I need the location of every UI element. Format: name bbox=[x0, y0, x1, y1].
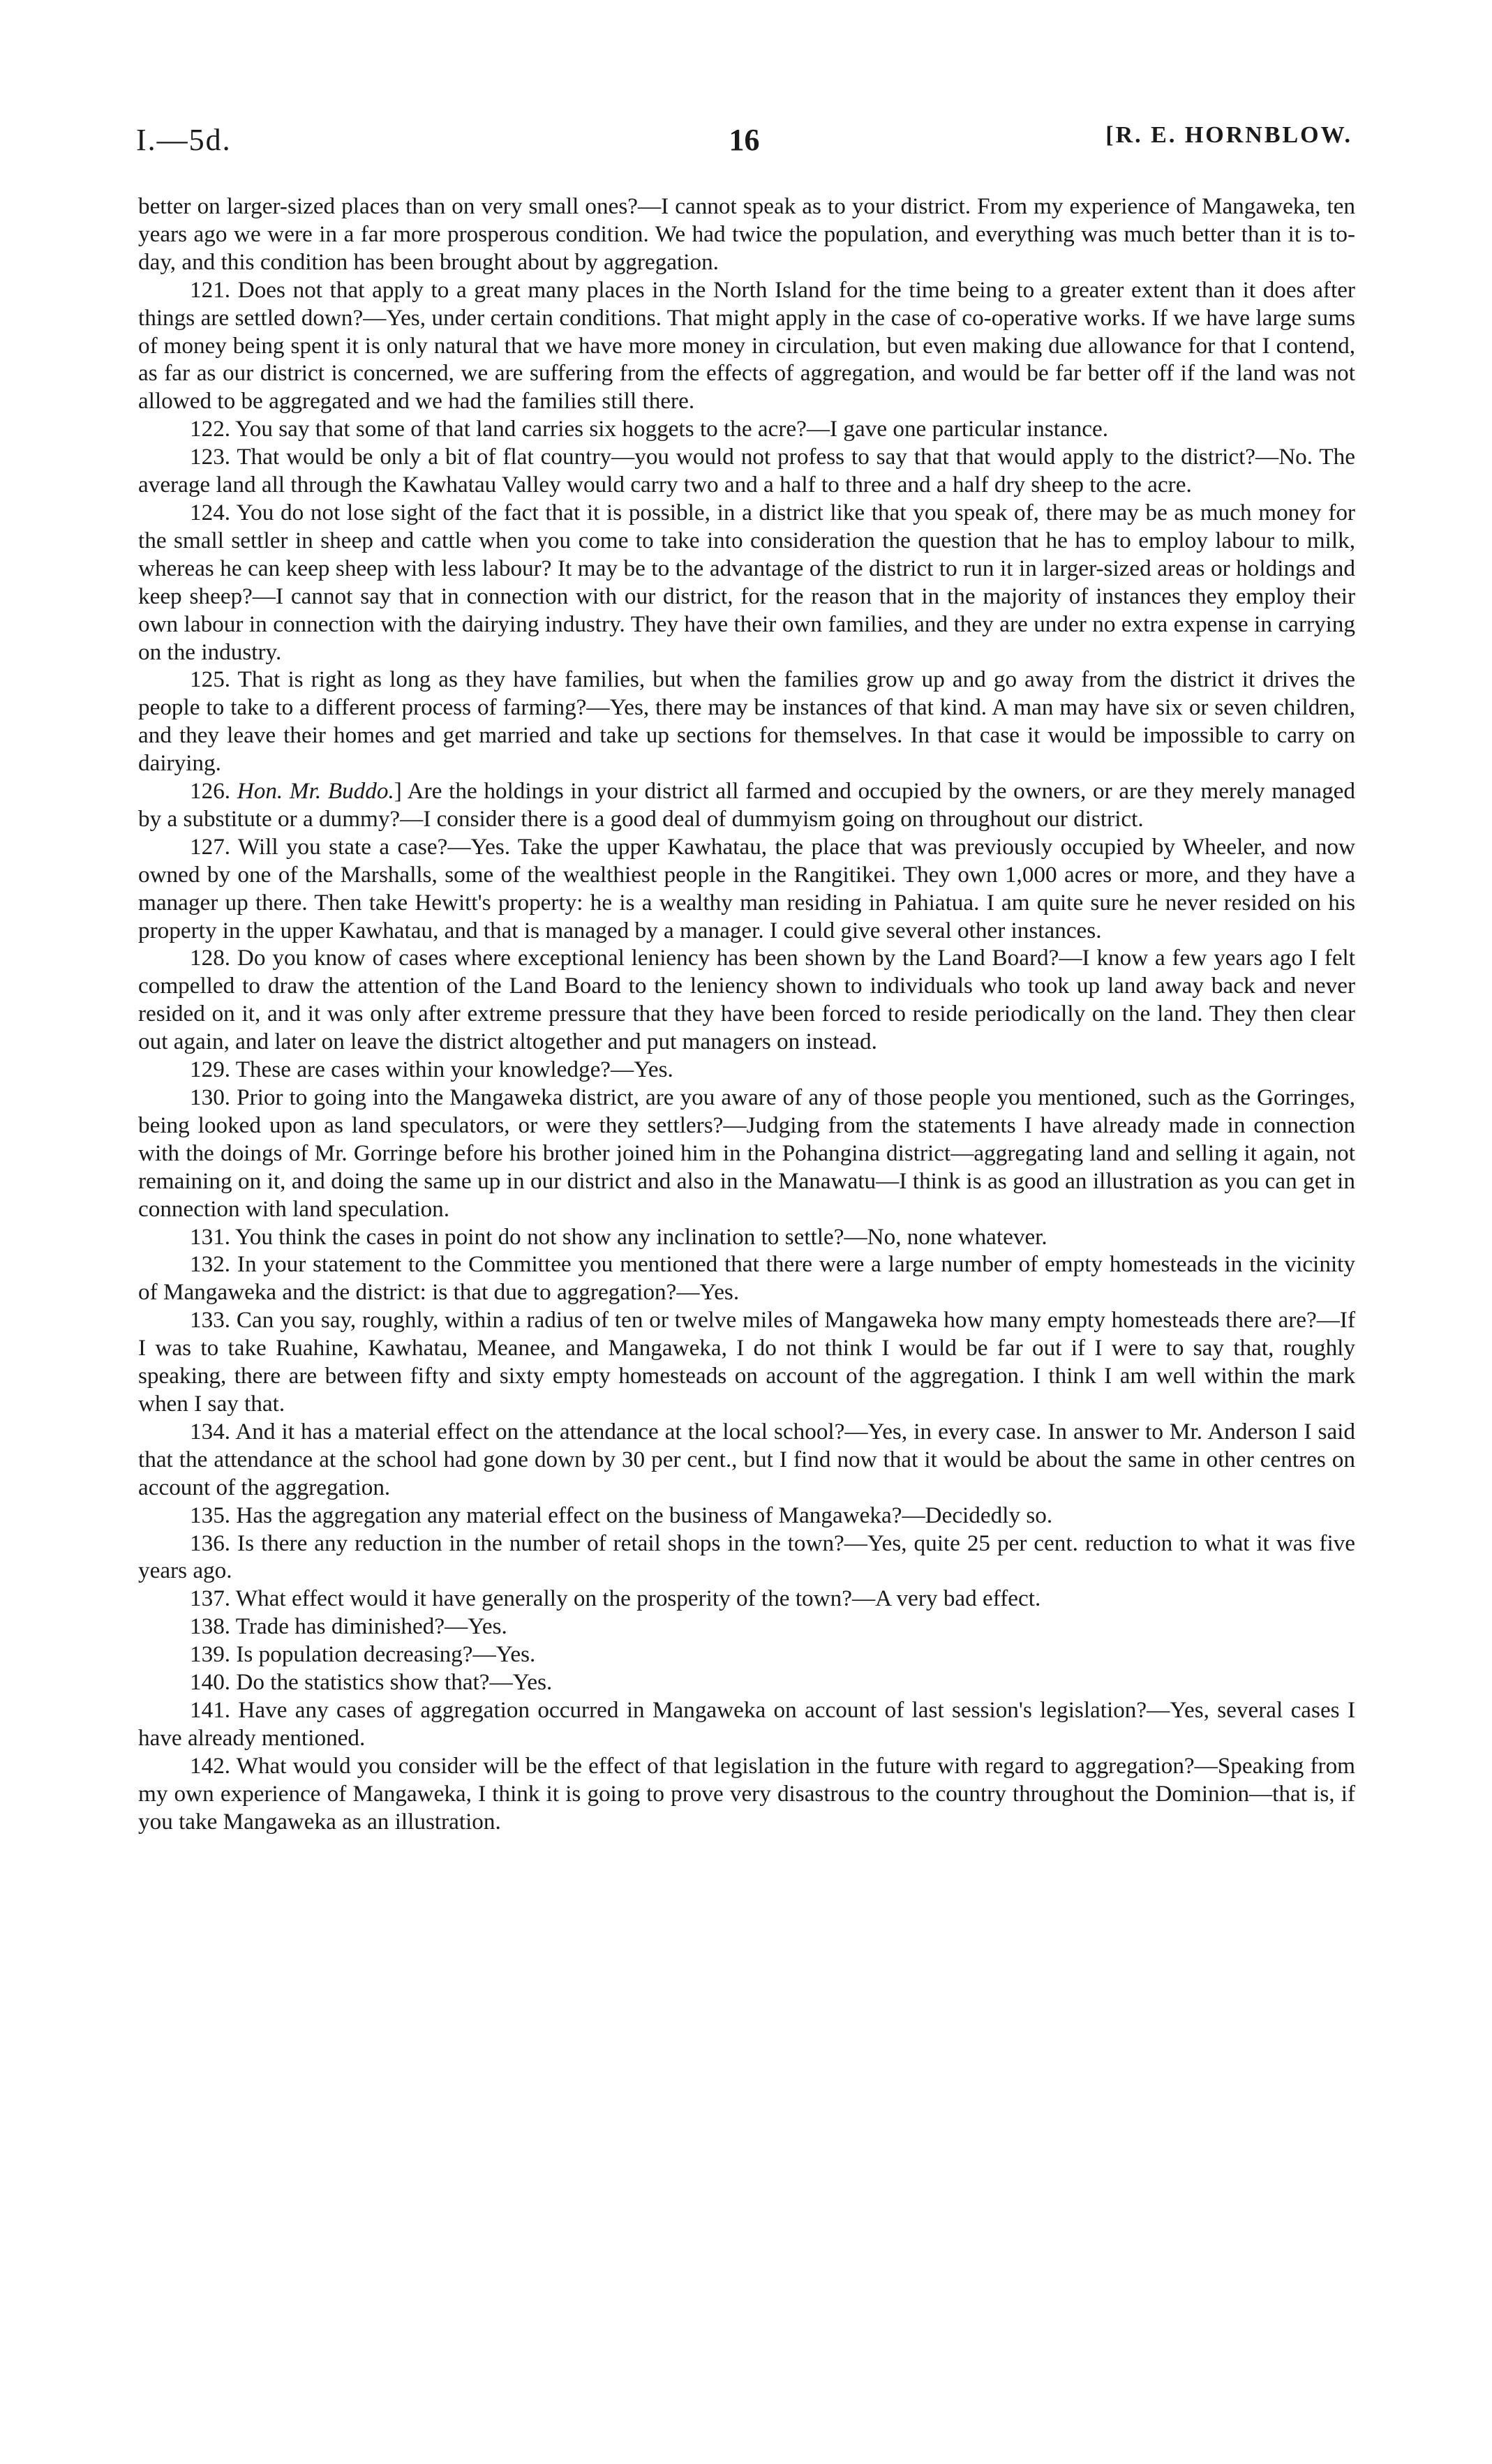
question-127: 127. Will you state a case?—Yes. Take the upper Kawhatau, the place that was previously occupied by Wheeler, and now owned by one of the Marshalls, some of the wealthiest people in the Rangitikei. They own 1,000 acres or more, and they have a manager up there. Then take Hewitt's property: he is a wealthy man residing in Pahiatua. I am quite sure he never resided on his property in the upper Kawhatau, and that is managed by a manager. I could give several other instances. bbox=[138, 833, 1355, 943]
question-132: 132. In your statement to the Committee you mentioned that there were a large number of empty homesteads in the vicinity of Mangaweka and the district: is that due to aggregation?—Yes. bbox=[138, 1251, 1355, 1306]
question-139: 139. Is population decreasing?—Yes. bbox=[190, 1641, 536, 1668]
question-134: 134. And it has a material effect on the attendance at the local school?—Yes, in every case. In answer to Mr. Anderson I said that the attendance at the school had gone down by 30 per cent., but I find now that it would be about the same in other centres on account of the aggregation. bbox=[138, 1418, 1355, 1500]
question-131: 131. You think the cases in point do not show any inclination to settle?—No, none whatever. bbox=[190, 1223, 1047, 1250]
question-133: 133. Can you say, roughly, within a radius of ten or twelve miles of Mangaweka how many empty homesteads there are?—If I was to take Ruahine, Kawhatau, Meanee, and Mangaweka, I do not think I would be far out if I were to say that, roughly speaking, there are between fifty and sixty empty homesteads on account of the aggregation. I think I am well within the mark when I say that. bbox=[138, 1307, 1355, 1417]
question-123: 123. That would be only a bit of flat country—you would not profess to say that that would apply to the district?—No. The average land all through the Kawhatau Valley would carry two and a half to three and a half dry sheep to the acre. bbox=[138, 444, 1355, 498]
question-126-number: 126. bbox=[190, 778, 237, 805]
question-137: 137. What effect would it have generally on the prosperity of the town?—A very bad effect. bbox=[190, 1585, 1041, 1612]
question-122: 122. You say that some of that land carries six hoggets to the acre?—I gave one particular instance. bbox=[190, 416, 1109, 442]
question-126-text: ] Are the holdings in your district all farmed and occupied by the owners, or are they merely managed by a substitute or a dummy?—I consider there is a good deal of dummyism going on throughout our district. bbox=[138, 778, 1356, 832]
question-135: 135. Has the aggregation any material effect on the business of Mangaweka?—Decidedly so. bbox=[190, 1502, 1053, 1528]
witness-name: [R. E. HORNBLOW. bbox=[1105, 122, 1352, 148]
page-header bbox=[136, 122, 1352, 171]
speaker-name: Hon. Mr. Buddo. bbox=[237, 778, 394, 805]
question-128: 128. Do you know of cases where exceptional leniency has been shown by the Land Board?—I know a few years ago I felt compelled to draw the attention of the Land Board to the leniency shown to individuals who took up land away back and never resided on it, and it was only after extreme pressure that they have been forced to reside periodically on the land. They then clear out again, and later on leave the district altogether and put managers on instead. bbox=[138, 945, 1355, 1055]
question-141: 141. Have any cases of aggregation occurred in Mangaweka on account of last session's legislation?—Yes, several cases I have already mentioned. bbox=[138, 1696, 1355, 1751]
question-130: 130. Prior to going into the Mangaweka district, are you aware of any of those people you mentioned, such as the Gorringes, being looked upon as land speculators, or were they settlers?—Judging from the statements I have already made in connection with the doings of Mr. Gorringe before his brother joined him in the Pohangina district—aggregating land and selling it again, not remaining on it, and doing the same up in our district and also in the Manawatu—I think is as good an illustration as you can get in connection with land speculation. bbox=[138, 1084, 1355, 1222]
question-126 bbox=[138, 777, 1355, 833]
evidence-text bbox=[138, 193, 1355, 1835]
paragraph-continued: better on larger-sized places than on very small ones?—I cannot speak as to your district. From my experience of Mangaweka, ten years ago we were in a far more prosperous condition. We had twice the population, and everything was much better than it is to-day, and this condition has been brought about by aggregation. bbox=[138, 193, 1355, 275]
question-125: 125. That is right as long as they have families, but when the families grow up and go away from the district it drives the people to take to a different process of farming?—Yes, there may be instances of that kind. A man may have six or seven children, and they leave their homes and get married and take up sections for themselves. In that case it would be impossible to carry on dairying. bbox=[138, 666, 1355, 777]
question-136: 136. Is there any reduction in the number of retail shops in the town?—Yes, quite 25 per cent. reduction to what it was five years ago. bbox=[138, 1530, 1355, 1584]
question-140: 140. Do the statistics show that?—Yes. bbox=[190, 1669, 553, 1696]
page-number: 16 bbox=[729, 123, 760, 157]
question-129: 129. These are cases within your knowledge?—Yes. bbox=[190, 1056, 673, 1083]
question-138: 138. Trade has diminished?—Yes. bbox=[190, 1613, 507, 1640]
question-142: 142. What would you consider will be the effect of that legislation in the future with regard to aggregation?—Speaking from my own experience of Mangaweka, I think it is going to prove very disastrous to the country throughout the Dominion—that is, if you take Mangaweka as an illustration. bbox=[138, 1752, 1355, 1835]
paper-reference: I.—5d. bbox=[136, 123, 232, 157]
question-124: 124. You do not lose sight of the fact that it is possible, in a district like that you speak of, there may be as much money for the small settler in sheep and cattle when you come to take into consideration the question that he has to employ labour to milk, whereas he can keep sheep with less labour? It may be to the advantage of the district to run it in larger-sized areas or holdings and keep sheep?—I cannot say that in connection with our district, for the reason that in the majority of instances they employ their own labour in connection with the dairying industry. They have their own families, and they are under no extra expense in carrying on the industry. bbox=[138, 499, 1355, 665]
question-121: 121. Does not that apply to a great many places in the North Island for the time being to a greater extent than it does after things are settled down?—Yes, under certain conditions. That might apply in the case of co-operative works. If we have large sums of money being spent it is only natural that we have more money in circulation, but even making due allowance for that I contend, as far as our district is concerned, we are suffering from the effects of aggregation, and would be far better off if the land was not allowed to be aggregated and we had the families still there. bbox=[138, 276, 1355, 415]
